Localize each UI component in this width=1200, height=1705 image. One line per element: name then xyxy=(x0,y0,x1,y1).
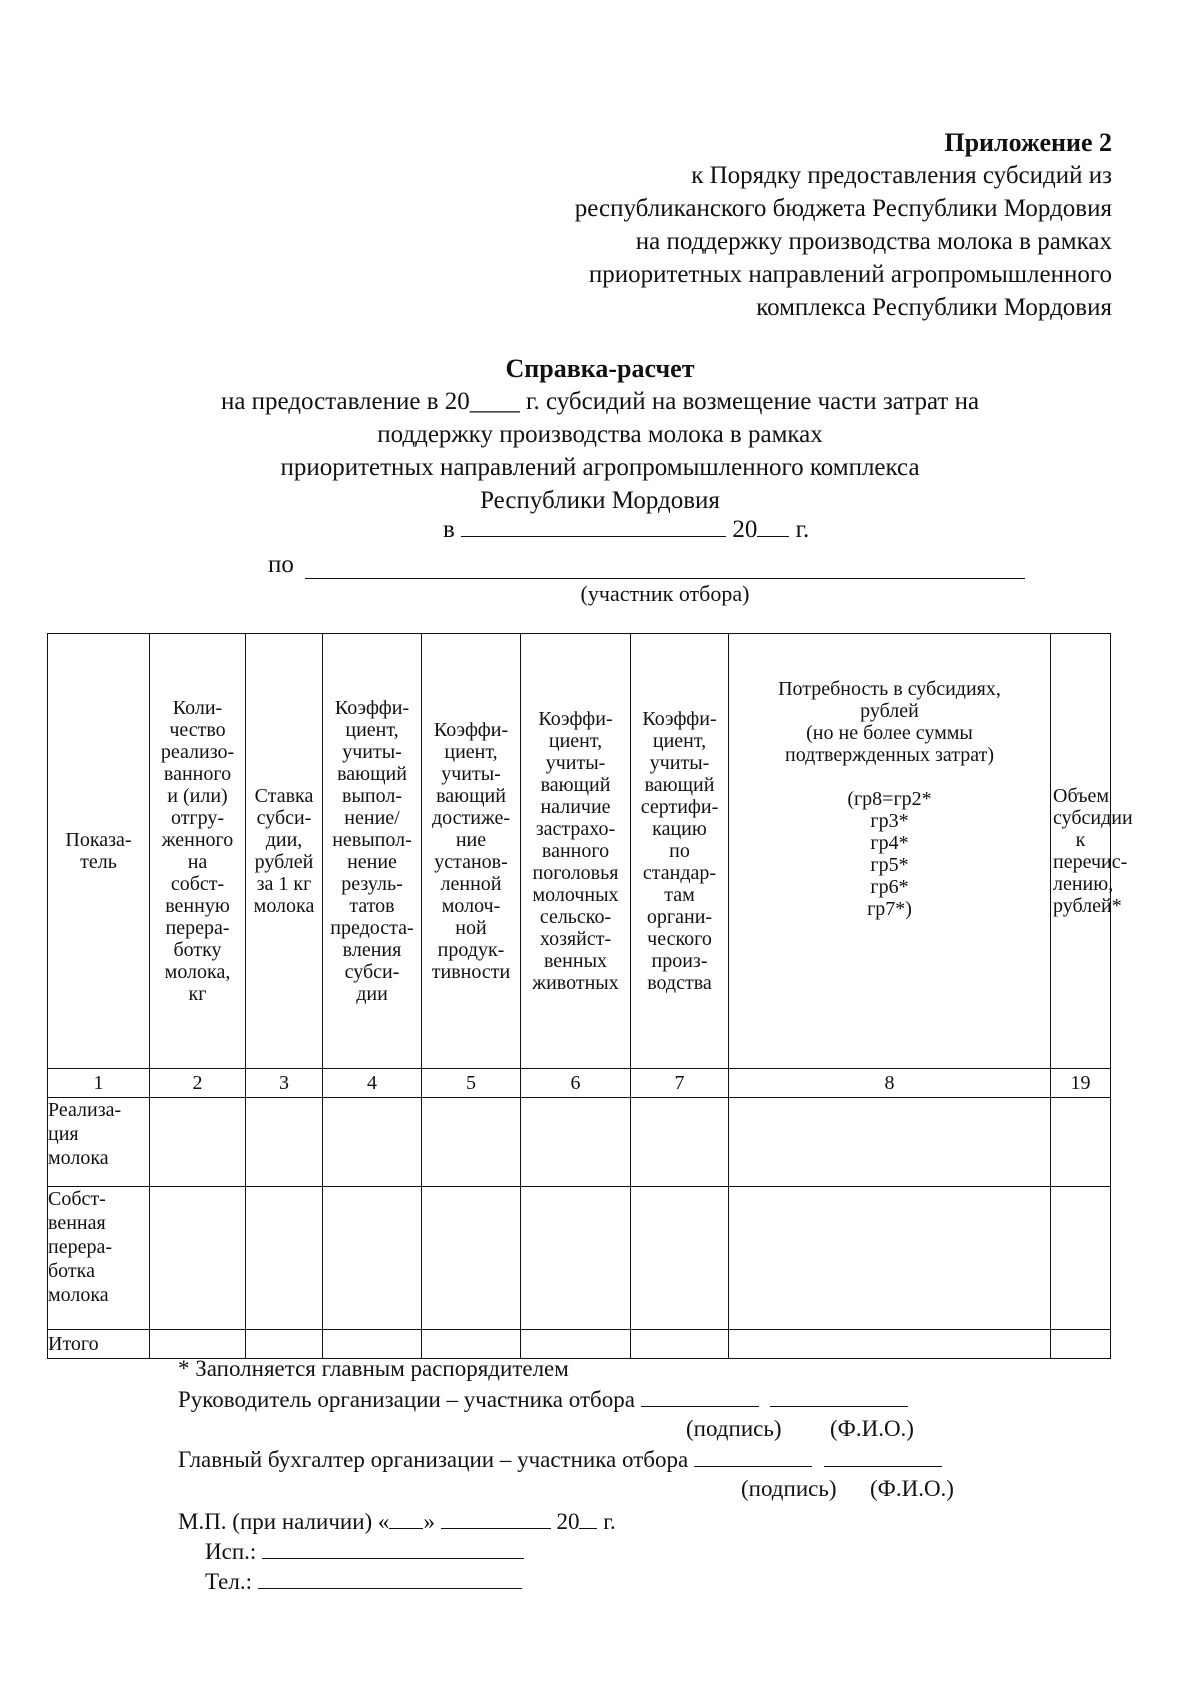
date-suffix: г. xyxy=(795,516,810,543)
executor-line xyxy=(205,1536,524,1567)
column-header: Показа- тель xyxy=(48,634,150,1069)
date-year: 20 xyxy=(732,516,758,543)
subtitle-line: Республики Мордовия xyxy=(480,487,720,514)
appendix-block xyxy=(575,126,1112,324)
table-cell[interactable] xyxy=(729,1098,1051,1187)
document-title: Справка-расчет xyxy=(505,354,695,383)
date-prefix: в xyxy=(443,516,455,543)
calculation-table xyxy=(47,633,1133,1359)
date-year-blank[interactable] xyxy=(757,514,789,537)
appendix-line: республиканского бюджета Республики Мордовия xyxy=(574,195,1112,222)
table-cell[interactable] xyxy=(150,1187,246,1330)
date-place-blank[interactable] xyxy=(461,514,726,537)
table-header-row xyxy=(48,634,1111,1069)
appendix-line: приоритетных направлений агропромышленного xyxy=(588,261,1112,288)
stamp-year-blank[interactable] xyxy=(579,1506,597,1529)
participant-blank[interactable] xyxy=(305,578,1025,579)
po-label: по xyxy=(268,551,294,578)
appendix-line: к Порядку предоставления субсидий из xyxy=(691,162,1112,189)
accountant-label: Главный бухгалтер организации – участника отбора xyxy=(178,1447,689,1472)
executor-label: Исп.: xyxy=(205,1539,257,1564)
table-cell[interactable] xyxy=(729,1330,1051,1359)
table-row xyxy=(48,1098,1111,1187)
accountant-caption-sign: (подпись) xyxy=(741,1476,837,1501)
table-cell[interactable] xyxy=(631,1187,729,1330)
column-header: Коэффи- циент, учиты- вающий наличие застрахо- ванного поголовья молочных сельско- хозяйст- венных животных xyxy=(521,634,631,1069)
appendix-line: на поддержку производства молока в рамках xyxy=(635,228,1112,255)
column-header: Коэффи- циент, учиты- вающий выпол- нение/ невыпол- нение резуль- татов предоста- вления субси- дии xyxy=(323,634,422,1069)
column-header: Объем субсидии к перечис- лению, рублей* xyxy=(1051,634,1111,1069)
column-number: 3 xyxy=(246,1069,323,1098)
row-label: Итого xyxy=(48,1330,150,1359)
accountant-signature-line xyxy=(178,1444,942,1475)
table-cell[interactable] xyxy=(521,1187,631,1330)
table-cell[interactable] xyxy=(729,1187,1051,1330)
phone-blank[interactable] xyxy=(258,1566,522,1589)
stamp-suffix: г. xyxy=(603,1509,616,1534)
table-cell[interactable] xyxy=(422,1098,521,1187)
column-number: 1 xyxy=(48,1069,150,1098)
stamp-prefix: М.П. (при наличии) « xyxy=(178,1509,390,1534)
head-label: Руководитель организации – участника отбора xyxy=(178,1387,635,1412)
column-number: 2 xyxy=(150,1069,246,1098)
table-cell[interactable] xyxy=(323,1098,422,1187)
subtitle-line: поддержку производства молока в рамках xyxy=(377,421,823,448)
stamp-date-line xyxy=(178,1506,616,1537)
date-line xyxy=(443,514,809,544)
head-name-blank[interactable] xyxy=(770,1384,908,1407)
row-label: Собст- венная перера- ботка молока xyxy=(48,1187,150,1330)
column-header: Коли- чество реализо- ванного и (или) отгру- женного на собст- венную перера- ботку молока, кг xyxy=(150,634,246,1069)
accountant-caption-name: (Ф.И.О.) xyxy=(870,1476,954,1501)
subtitle-line: на предоставление в 20____ г. субсидий на возмещение части затрат на xyxy=(220,388,980,415)
column-number: 4 xyxy=(323,1069,422,1098)
column-header: Коэффи- циент, учиты- вающий сертифи- кацию по стандар- там органи- ческого произ- водства xyxy=(631,634,729,1069)
column-number: 5 xyxy=(422,1069,521,1098)
participant-caption: (участник отбора) xyxy=(580,581,750,606)
column-number: 19 xyxy=(1051,1069,1111,1098)
head-signature-line xyxy=(178,1384,908,1415)
column-number: 8 xyxy=(729,1069,1051,1098)
head-caption-name: (Ф.И.О.) xyxy=(830,1416,914,1441)
appendix-title: Приложение 2 xyxy=(944,128,1112,157)
column-header: Коэффи- циент, учиты- вающий достиже- ние установ- ленной молоч- ной продук- тивности xyxy=(422,634,521,1069)
stamp-month-blank[interactable] xyxy=(441,1506,551,1529)
table-cell[interactable] xyxy=(246,1098,323,1187)
column-header: Потребность в субсидиях, рублей (но не более суммы подтвержденных затрат) (гр8=гр2* гр3* гр4* гр5* гр6* гр7*) xyxy=(729,634,1051,1069)
stamp-year: 20 xyxy=(556,1509,580,1534)
table-cell[interactable] xyxy=(631,1098,729,1187)
accountant-sign-blank[interactable] xyxy=(694,1444,812,1467)
row-label: Реализа- ция молока xyxy=(48,1098,150,1187)
table-cell[interactable] xyxy=(521,1098,631,1187)
footnote: * Заполняется главным распорядителем xyxy=(178,1356,569,1381)
table-cell[interactable] xyxy=(1051,1098,1111,1187)
table-cell[interactable] xyxy=(150,1098,246,1187)
stamp-day-blank[interactable] xyxy=(389,1506,423,1529)
phone-label: Тел.: xyxy=(205,1569,252,1594)
column-number-row xyxy=(48,1069,1111,1098)
head-sign-blank[interactable] xyxy=(641,1384,759,1407)
subtitle-line: приоритетных направлений агропромышленного комплекса xyxy=(280,454,920,481)
table-cell[interactable] xyxy=(1051,1187,1111,1330)
head-caption-sign: (подпись) xyxy=(686,1416,782,1441)
column-number: 6 xyxy=(521,1069,631,1098)
table-cell[interactable] xyxy=(1051,1330,1111,1359)
executor-blank[interactable] xyxy=(262,1536,524,1559)
table-cell[interactable] xyxy=(631,1330,729,1359)
column-number: 7 xyxy=(631,1069,729,1098)
accountant-name-blank[interactable] xyxy=(824,1444,942,1467)
stamp-mid: » xyxy=(423,1509,435,1534)
table-cell[interactable] xyxy=(323,1187,422,1330)
column-header: Ставка субси- дии, рублей за 1 кг молока xyxy=(246,634,323,1069)
appendix-line: комплекса Республики Мордовия xyxy=(756,294,1112,321)
table-cell[interactable] xyxy=(246,1187,323,1330)
table-cell[interactable] xyxy=(422,1187,521,1330)
title-block xyxy=(150,352,1050,517)
phone-line xyxy=(205,1566,522,1597)
table-row xyxy=(48,1187,1111,1330)
